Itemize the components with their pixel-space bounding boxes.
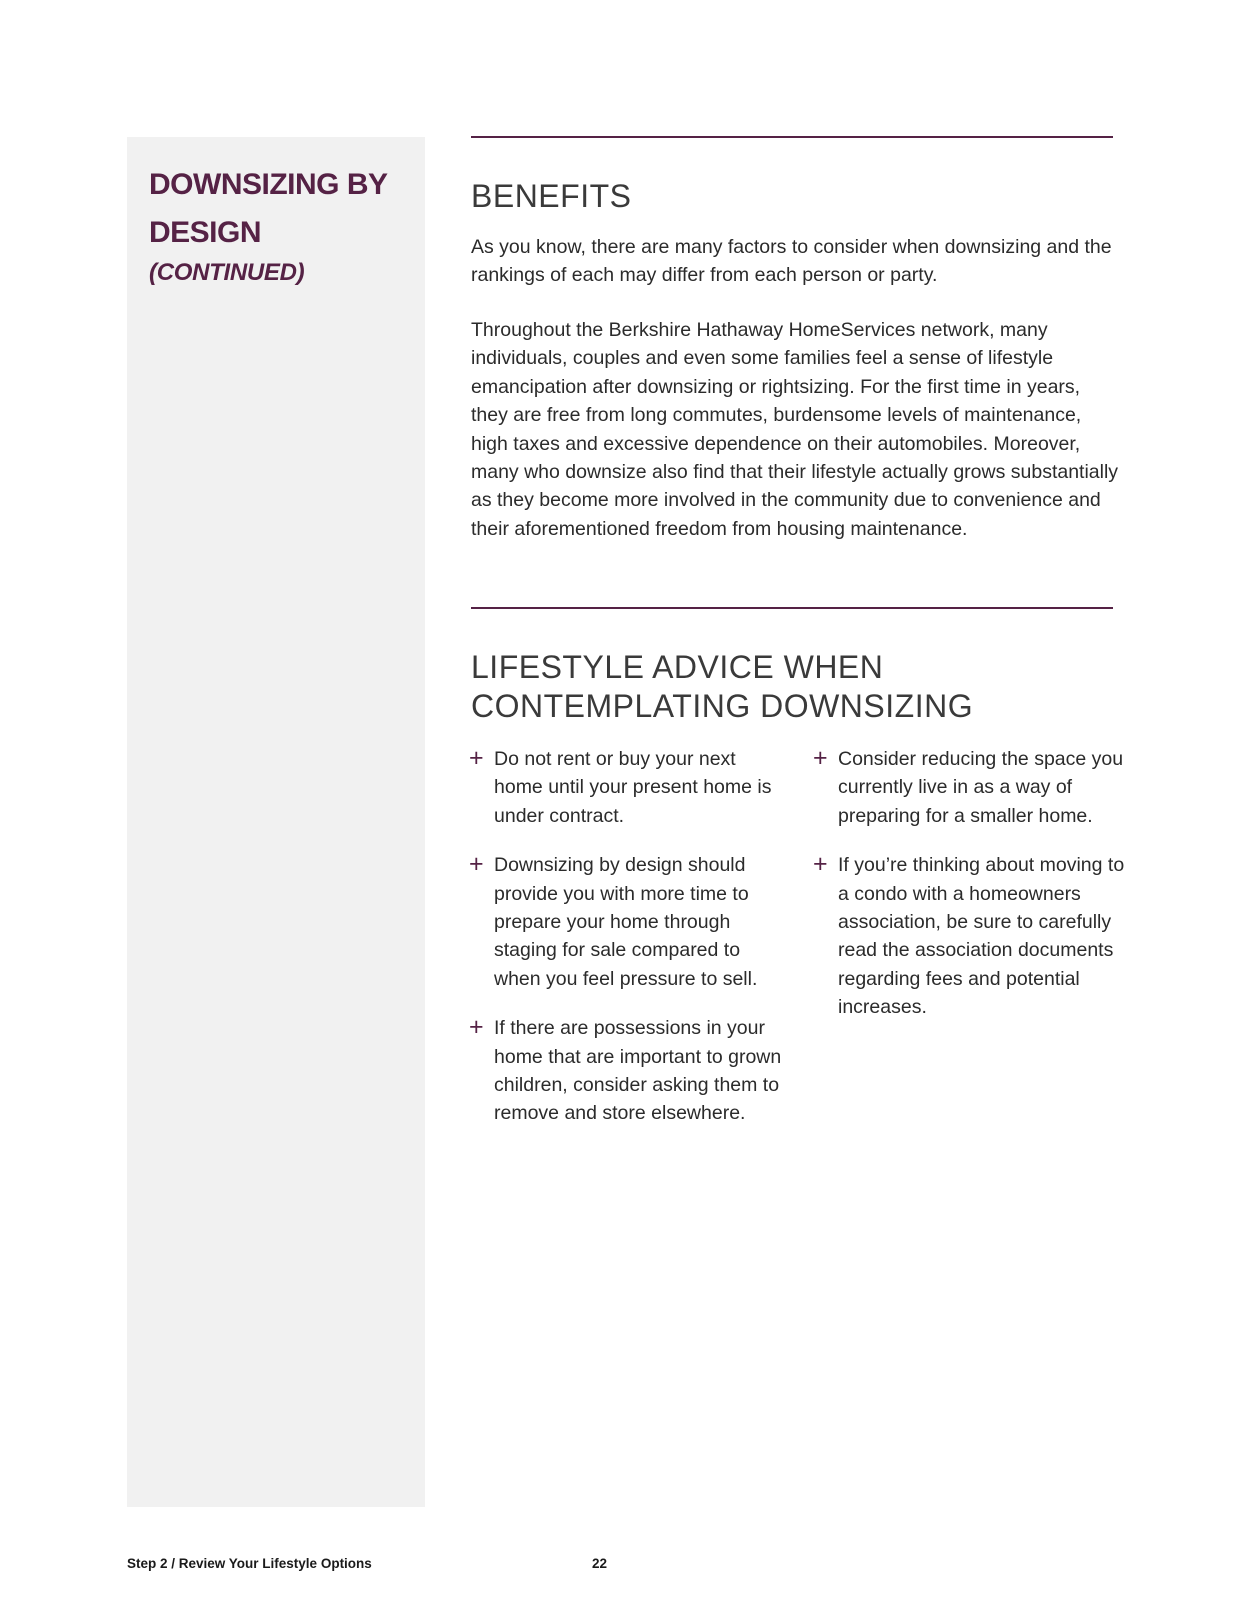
plus-icon: + bbox=[469, 744, 484, 772]
plus-icon: + bbox=[469, 1013, 484, 1042]
advice-divider bbox=[471, 607, 1113, 609]
advice-bullet bbox=[469, 851, 789, 993]
benefits-paragraph-1: As you know, there are many factors to consider when downsizing and the rankings of each may differ from each person or party. bbox=[471, 236, 1112, 287]
advice-bullet-text: If there are possessions in your home that are important to grown children, consider asking them to remove and store elsewhere. bbox=[494, 1017, 782, 1125]
benefits-heading: BENEFITS bbox=[471, 178, 632, 214]
advice-bullet bbox=[469, 745, 789, 830]
advice-bullet-text: If you’re thinking about moving to a condo with a homeowners association, be sure to carefully read the association documents regarding fees and potential increases. bbox=[838, 854, 1125, 1019]
advice-bullet bbox=[813, 745, 1133, 830]
advice-bullet-text: Consider reducing the space you currently live in as a way of preparing for a smaller home. bbox=[838, 748, 1124, 827]
page-number: 22 bbox=[592, 1556, 608, 1571]
footer-section-label: Step 2 / Review Your Lifestyle Options bbox=[127, 1556, 372, 1571]
plus-icon: + bbox=[813, 850, 828, 879]
benefits-paragraph-2: Throughout the Berkshire Hathaway HomeServices network, many individuals, couples and even some families feel a sense of lifestyle emancipation after downsizing or rightsizing. For the first time in years, they are free from long commutes, burdensome levels of maintenance, high taxes and excessive dependence on their automobiles. Moreover, many who downsize also find that their lifestyle actually grows substantially as they become more involved in the community due to convenience and their aforementioned freedom from housing maintenance. bbox=[471, 319, 1119, 540]
sidebar-panel bbox=[127, 137, 425, 1507]
advice-column-left bbox=[469, 745, 789, 1149]
plus-icon: + bbox=[813, 744, 828, 772]
advice-bullet-text: Do not rent or buy your next home until your present home is under contract. bbox=[494, 748, 772, 827]
advice-bullet bbox=[813, 851, 1133, 1021]
plus-icon: + bbox=[469, 850, 484, 879]
advice-bullet-text: Downsizing by design should provide you with more time to prepare your home through staging for sale compared to when you feel pressure to sell. bbox=[494, 854, 758, 990]
advice-bullet bbox=[469, 1014, 789, 1128]
sidebar-title: DOWNSIZING BY DESIGN bbox=[149, 168, 387, 249]
advice-heading: LIFESTYLE ADVICE WHEN CONTEMPLATING DOWNSIZING bbox=[471, 649, 974, 724]
sidebar-subtitle: (CONTINUED) bbox=[149, 259, 305, 286]
benefits-divider bbox=[471, 136, 1113, 138]
advice-column-right bbox=[813, 745, 1133, 1043]
